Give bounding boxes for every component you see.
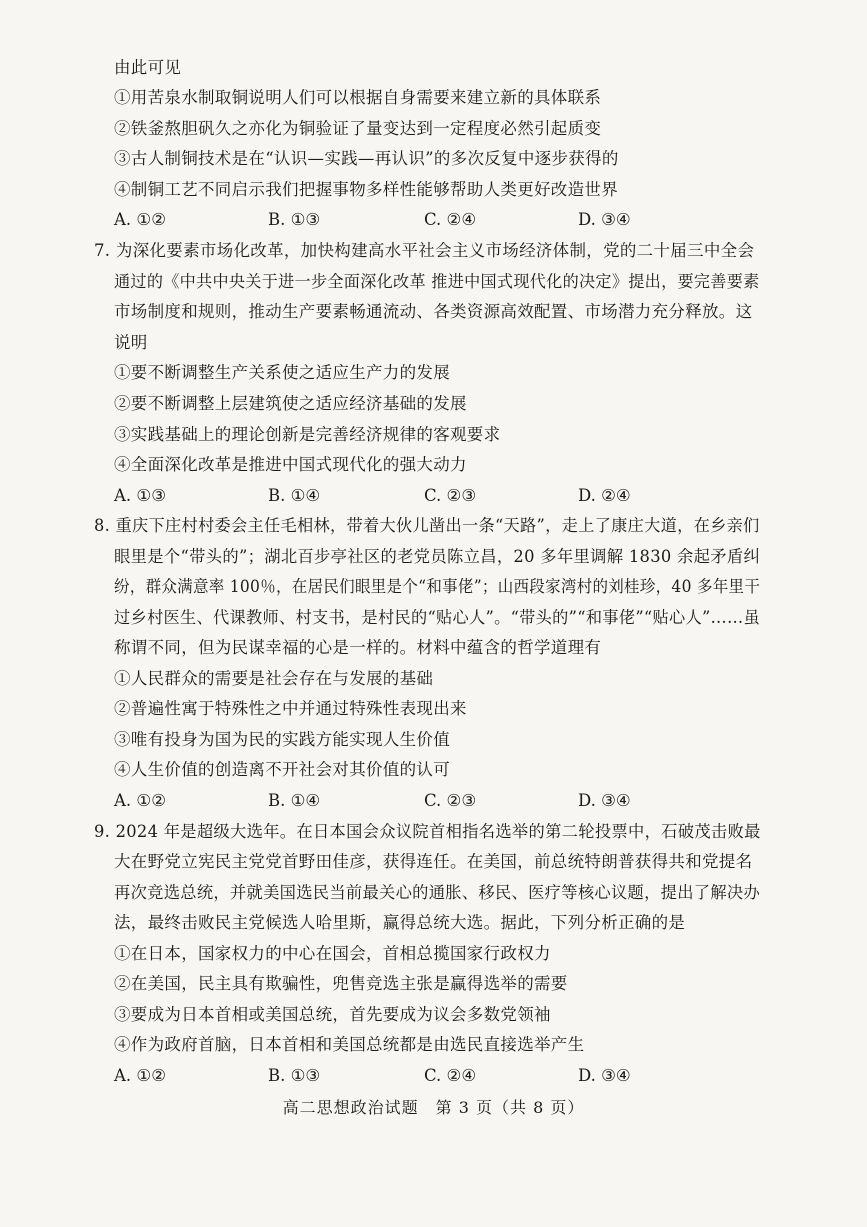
q8-stem-3: 纷，群众满意率 100％，在居民们眼里是个“和事佬”；山西段家湾村的刘桂珍，40 多年里干 xyxy=(114,577,761,596)
q7-stem-1: 7. 为深化要素市场化改革，加快构建高水平社会主义市场经济体制，党的二十届三中全会 xyxy=(94,241,755,260)
q6-option-a: A. ①② xyxy=(114,210,166,229)
q8-stem-5: 称谓不同，但为民谋幸福的心是一样的。材料中蕴含的哲学道理有 xyxy=(114,638,602,657)
q7-stem-3: 市场制度和规则，推动生产要素畅通流动、各类资源高效配置、市场潜力充分释放。这 xyxy=(114,302,753,321)
q6-option-d: D. ③④ xyxy=(578,210,631,229)
q6-stmt-1: ①用苦泉水制取铜说明人们可以根据自身需要来建立新的具体联系 xyxy=(114,88,602,107)
q9-stem-3: 再次竞选总统，并就美国选民当前最关心的通胀、移民、医疗等核心议题，提出了解决办 xyxy=(114,883,761,902)
q8-stmt-2: ②普遍性寓于特殊性之中并通过特殊性表现出来 xyxy=(114,699,467,718)
q8-option-b: B. ①④ xyxy=(268,791,321,810)
q7-stmt-3: ③实践基础上的理论创新是完善经济规律的客观要求 xyxy=(114,425,501,444)
q7-stem-2: 通过的《中共中央关于进一步全面深化改革 推进中国式现代化的决定》提出，要完善要素 xyxy=(114,272,760,291)
q9-stem-2: 大在野党立宪民主党党首野田佳彦，获得连任。在美国，前总统特朗普获得共和党提名 xyxy=(114,852,753,871)
q6-stmt-2: ②铁釜熬胆矾久之亦化为铜验证了量变达到一定程度必然引起质变 xyxy=(114,119,602,138)
q8-option-c: C. ②③ xyxy=(424,791,477,810)
q6-lead: 由此可见 xyxy=(114,58,182,77)
q7-stmt-4: ④全面深化改革是推进中国式现代化的强大动力 xyxy=(114,455,467,474)
q8-stem-2: 眼里是个“带头的”；湖北百步亭社区的老党员陈立昌，20 多年里调解 1830 余起矛盾纠 xyxy=(114,547,761,566)
q7-option-b: B. ①④ xyxy=(268,486,321,505)
q9-stem-4: 法，最终击败民主党候选人哈里斯，赢得总统大选。据此，下列分析正确的是 xyxy=(114,913,686,932)
q8-stem-4: 过乡村医生、代课教师、村支书，是村民的“贴心人”。“带头的”“和事佬”“贴心人”……虽 xyxy=(114,608,761,627)
q6-stmt-3: ③古人制铜技术是在“认识—实践—再认识”的多次反复中逐步获得的 xyxy=(114,149,619,168)
q7-stmt-1: ①要不断调整生产关系使之适应生产力的发展 xyxy=(114,363,450,382)
q9-option-d: D. ③④ xyxy=(578,1066,631,1085)
q8-stmt-4: ④人生价值的创造离不开社会对其价值的认可 xyxy=(114,760,450,779)
q9-stem-1: 9. 2024 年是超级大选年。在日本国会众议院首相指名选举的第二轮投票中，石破茂击败最 xyxy=(94,822,761,841)
q9-option-b: B. ①③ xyxy=(268,1066,321,1085)
q6-stmt-4: ④制铜工艺不同启示我们把握事物多样性能够帮助人类更好改造世界 xyxy=(114,180,618,199)
q9-stmt-2: ②在美国，民主具有欺骗性，兜售竞选主张是赢得选举的需要 xyxy=(114,974,568,993)
q7-option-c: C. ②③ xyxy=(424,486,477,505)
q8-option-d: D. ③④ xyxy=(578,791,631,810)
q6-option-c: C. ②④ xyxy=(424,210,477,229)
q9-stmt-4: ④作为政府首脑，日本首相和美国总统都是由选民直接选举产生 xyxy=(114,1035,585,1054)
q8-stmt-1: ①人民群众的需要是社会存在与发展的基础 xyxy=(114,669,434,688)
q9-stmt-1: ①在日本，国家权力的中心在国会，首相总揽国家行政权力 xyxy=(114,944,551,963)
q9-option-a: A. ①② xyxy=(114,1066,166,1085)
page-footer: 高二思想政治试题 第 3 页（共 8 页） xyxy=(282,1098,585,1117)
q7-stmt-2: ②要不断调整上层建筑使之适应经济基础的发展 xyxy=(114,394,467,413)
q9-option-c: C. ②④ xyxy=(424,1066,477,1085)
q7-stem-4: 说明 xyxy=(114,333,148,352)
q7-option-d: D. ②④ xyxy=(578,486,631,505)
q8-stmt-3: ③唯有投身为国为民的实践方能实现人生价值 xyxy=(114,730,450,749)
q9-stmt-3: ③要成为日本首相或美国总统，首先要成为议会多数党领袖 xyxy=(114,1005,551,1024)
q7-option-a: A. ①③ xyxy=(114,486,166,505)
q8-option-a: A. ①② xyxy=(114,791,166,810)
q6-option-b: B. ①③ xyxy=(268,210,321,229)
q8-stem-1: 8. 重庆下庄村村委会主任毛相林，带着大伙儿凿出一条“天路”，走上了康庄大道，在乡亲们 xyxy=(94,516,760,535)
